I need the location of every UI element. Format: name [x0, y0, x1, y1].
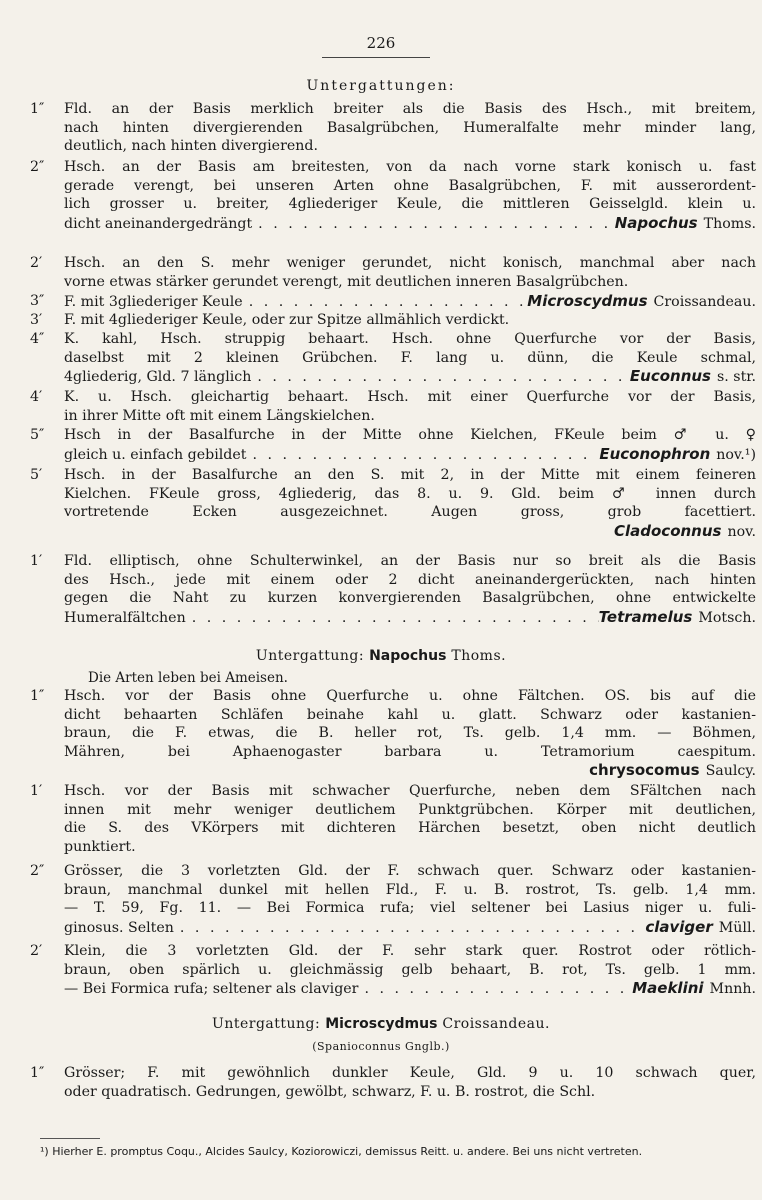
- key-result-line: [64, 214, 756, 234]
- key-entry: [30, 426, 756, 464]
- key-entry: [30, 942, 756, 999]
- key-entry: [30, 552, 756, 627]
- key-text-line: dicht behaarten Schläfen beinahe kahl u. glatt. Schwarz oder kastanien-: [64, 706, 756, 723]
- key-entry: [30, 311, 756, 330]
- taxon-author: nov.: [727, 523, 756, 540]
- taxon-name: Cladoconnus: [613, 521, 722, 540]
- key-couplet-number: 3″: [30, 293, 45, 309]
- key-text-line: daselbst mit 2 kleinen Grübchen. F. lang u. dünn, die Keule schmal,: [64, 349, 756, 366]
- key-couplet-number: 2′: [30, 943, 43, 959]
- key-couplet-number: 1″: [30, 1065, 45, 1081]
- key-text-line: Hsch. vor der Basis ohne Querfurche u. ohne Fältchen. OS. bis auf die: [64, 688, 756, 704]
- leader-dots: [252, 215, 615, 234]
- leader-dots: [243, 293, 528, 312]
- key-text-line: Hsch. an der Basis am breitesten, von da nach vorne stark konisch u. fast: [64, 159, 756, 175]
- key-entry: [30, 466, 756, 541]
- key-entry: [30, 158, 756, 233]
- key-text-line: F. mit 4gliederiger Keule, oder zur Spitze allmählich verdickt.: [64, 312, 510, 328]
- taxon-name: Tetramelus: [598, 607, 693, 626]
- key-text-line: K. kahl, Hsch. struppig behaart. Hsch. ohne Querfurche vor der Basis,: [64, 331, 756, 347]
- key-result-text: F. mit 3gliederiger Keule: [64, 294, 243, 310]
- key-couplet-number: 5″: [30, 427, 45, 443]
- key-couplet-number: 2′: [30, 255, 43, 271]
- key-text-line: Klein, die 3 vorletzten Gld. der F. sehr stark quer. Rostrot oder rötlich-: [64, 943, 756, 959]
- key-text-line: oder quadratisch. Gedrungen, gewölbt, schwarz, F. u. B. rostrot, die Schl.: [64, 1083, 596, 1100]
- taxon-name: Napochus: [614, 213, 698, 232]
- key-text-line: des Hsch., jede mit einem oder 2 dicht aneinandergerückten, nach hinten: [64, 571, 756, 588]
- key-text-line: Fld. an der Basis merklich breiter als die Basis des Hsch., mit breitem,: [64, 101, 756, 117]
- key-text-line: nach hinten divergierenden Basalgrübchen, Humeralfalte mehr minder lang,: [64, 119, 756, 136]
- key-text-line: Grösser, die 3 vorletzten Gld. der F. schwach quer. Schwarz oder kastanien-: [64, 863, 756, 879]
- key-couplet-number: 3′: [30, 312, 43, 328]
- taxon-name: Euconophron: [599, 444, 711, 463]
- key-entry: [30, 1064, 756, 1101]
- key-result-line: [64, 522, 756, 542]
- key-text-line: Hsch. in der Basalfurche an den S. mit 2, in der Mitte mit einem feineren: [64, 467, 756, 483]
- leader-dots: [186, 609, 599, 628]
- taxon-name: Euconnus: [629, 367, 711, 386]
- key-couplet-number: 2″: [30, 863, 45, 879]
- taxon-name: Microscydmus: [527, 292, 648, 310]
- key-entry: [30, 687, 756, 781]
- key-entry: [30, 388, 756, 425]
- taxon-name: claviger: [645, 917, 713, 936]
- key-text-line: vorne etwas stärker gerundet verengt, mit deutlichen inneren Basalgrübchen.: [64, 273, 629, 290]
- key-text-line: Hsch. vor der Basis mit schwacher Querfurche, neben dem SFältchen nach: [64, 783, 756, 799]
- key-result-line: [64, 445, 756, 465]
- key-text-line: in ihrer Mitte oft mit einem Längskielchen.: [64, 407, 375, 424]
- key-text-line: Kielchen. FKeule gross, 4gliederig, das 8. u. 9. Gld. beim ♂ innen durch: [64, 485, 756, 502]
- napochus-intro: Die Arten leben bei Ameisen.: [88, 670, 288, 686]
- key-result-text: 4gliederig, Gld. 7 länglich: [64, 369, 252, 386]
- page-number-rule: [322, 57, 430, 58]
- key-text-line: punktiert.: [64, 838, 136, 855]
- key-entry: [30, 862, 756, 937]
- key-result-line: [64, 979, 756, 999]
- footnote: ¹) Hierher E. promptus Coqu., Alcides Saulcy, Koziorowiczi, demissus Reitt. u. andere. Bei uns nicht vertreten.: [40, 1145, 643, 1158]
- key-text-line: die S. des VKörpers mit dichteren Härchen besetzt, oben nicht deutlich: [64, 820, 756, 837]
- key-couplet-number: 1′: [30, 783, 43, 799]
- subgenera-heading: Untergattungen:: [306, 78, 456, 94]
- key-result-text: dicht aneinandergedrängt: [64, 215, 253, 232]
- key-entry: [30, 330, 756, 387]
- taxon-name: Maeklini: [632, 979, 704, 998]
- taxon-author: Mnnh.: [709, 981, 756, 998]
- key-couplet-number: 1″: [30, 688, 45, 704]
- key-result-line: [64, 761, 756, 781]
- key-couplet-number: 5′: [30, 467, 43, 483]
- key-entry: [30, 292, 756, 312]
- key-entry: [30, 100, 756, 156]
- key-couplet-number: 4″: [30, 331, 45, 347]
- taxon-name: chrysocomus: [589, 761, 700, 780]
- key-text-line: vortretende Ecken ausgezeichnet. Augen gross, grob facettiert.: [64, 504, 756, 521]
- key-result-line: [64, 367, 756, 387]
- taxon-author: Thoms.: [703, 215, 756, 232]
- key-result-text: Humeralfältchen: [64, 609, 186, 626]
- key-result-line: [64, 292, 756, 312]
- key-text-line: Mähren, bei Aphaenogaster barbara u. Tetramorium caespitum.: [64, 743, 756, 760]
- key-text-line: braun, oben spärlich u. gleichmässig gelb behaart, B. rot, Ts. gelb. 1 mm.: [64, 961, 756, 978]
- key-text-line: innen mit mehr weniger deutlichem Punktgrübchen. Körper mit deutlichen,: [64, 801, 756, 818]
- microscydmus-synonym: (Spanioconnus Gnglb.): [312, 1040, 450, 1053]
- key-result-line: [64, 608, 756, 628]
- taxon-author: nov.¹): [716, 446, 756, 463]
- key-entry: [30, 254, 756, 291]
- key-couplet-number: 1″: [30, 101, 45, 117]
- subgenus-microscydmus-heading: Untergattung: Microscydmus Croissandeau.: [212, 1016, 550, 1032]
- taxon-author: Saulcy.: [705, 763, 756, 780]
- key-text-line: braun, die F. etwas, die B. heller rot, Ts. gelb. 1,4 mm. — Böhmen,: [64, 725, 756, 742]
- taxon-author: Motsch.: [698, 609, 756, 626]
- key-result-text: — Bei Formica rufa; seltener als claviger: [64, 981, 359, 998]
- taxon-author: s. str.: [716, 369, 756, 386]
- leader-dots: [358, 980, 632, 999]
- leader-dots: [247, 446, 600, 465]
- taxon-author: Croissandeau.: [653, 294, 756, 310]
- key-text-line: braun, manchmal dunkel mit hellen Fld., F. u. B. rostrot, Ts. gelb. 1,4 mm.: [64, 881, 756, 898]
- key-entry: [30, 782, 756, 856]
- key-text-line: Hsch. an den S. mehr weniger gerundet, nicht konisch, manchmal aber nach: [64, 255, 756, 271]
- leader-dots: [251, 368, 630, 387]
- key-text-line: Fld. elliptisch, ohne Schulterwinkel, an der Basis nur so breit als die Basis: [64, 553, 756, 569]
- key-result-text: ginosus. Selten: [64, 919, 174, 936]
- key-text-line: Hsch in der Basalfurche in der Mitte ohne Kielchen, FKeule beim ♂ u. ♀: [64, 427, 756, 443]
- key-text-line: K. u. Hsch. gleichartig behaart. Hsch. mit einer Querfurche vor der Basis,: [64, 389, 756, 405]
- footnote-rule: [40, 1138, 100, 1139]
- key-text-line: — T. 59, Fg. 11. — Bei Formica rufa; viel seltener bei Lasius niger u. fuli-: [64, 900, 756, 917]
- key-text-line: Grösser; F. mit gewöhnlich dunkler Keule, Gld. 9 u. 10 schwach quer,: [64, 1065, 756, 1081]
- key-text-line: deutlich, nach hinten divergierend.: [64, 138, 318, 155]
- subgenus-napochus-heading: Untergattung: Napochus Thoms.: [255, 648, 507, 664]
- key-couplet-number: 1′: [30, 553, 43, 569]
- leader-dots: [174, 919, 645, 938]
- key-result-line: [64, 918, 756, 938]
- key-text-line: lich grosser u. breiter, 4gliederiger Keule, die mittleren Geisselgld. klein u.: [64, 196, 756, 213]
- key-couplet-number: 4′: [30, 389, 43, 405]
- taxon-author: Müll.: [718, 919, 756, 936]
- key-result-text: gleich u. einfach gebildet: [64, 446, 247, 463]
- page-number: 226: [366, 34, 396, 52]
- key-text-line: gegen die Naht zu kurzen konvergierenden Basalgrübchen, ohne entwickelte: [64, 590, 756, 607]
- key-couplet-number: 2″: [30, 159, 45, 175]
- key-text-line: gerade verengt, bei unseren Arten ohne Basalgrübchen, F. mit ausserordent-: [64, 177, 756, 194]
